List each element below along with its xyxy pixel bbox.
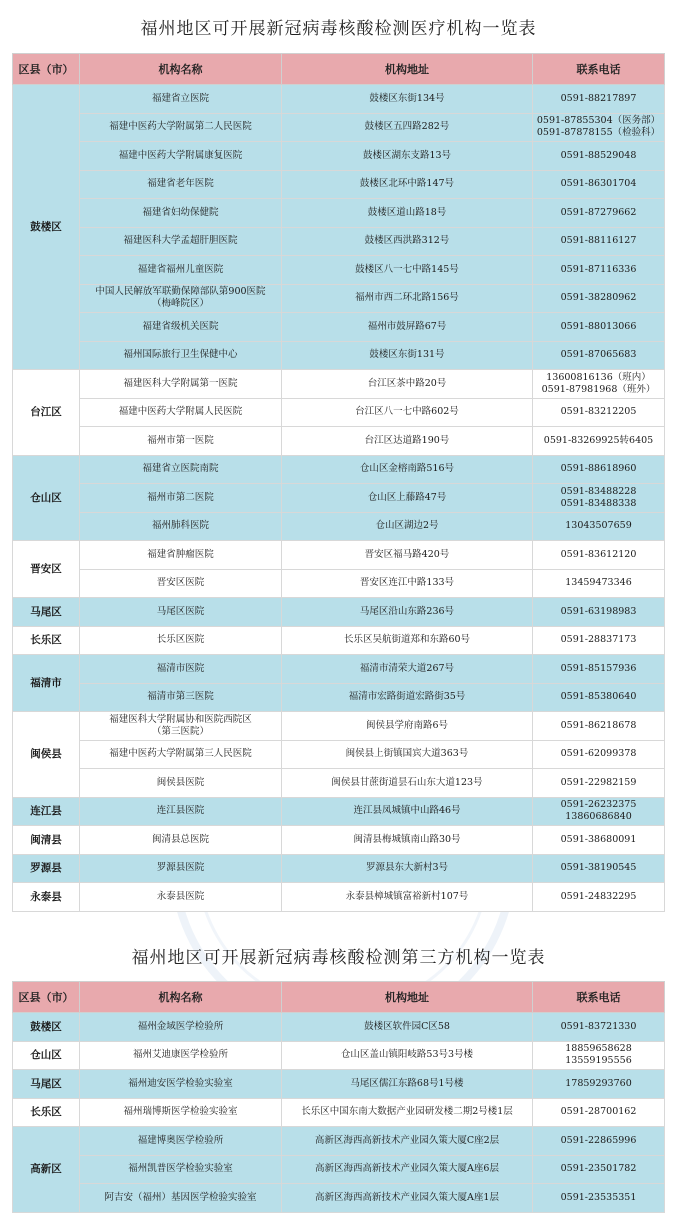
header-address: 机构地址 [282,54,533,85]
name-cell: 福建中医药大学附属康复医院 [80,142,282,171]
phone-cell: 0591-87116336 [533,256,665,285]
phone-cell: 0591-38280962 [533,284,665,313]
address-cell: 长乐区吴航街道郑和东路60号 [282,626,533,655]
header-phone: 联系电话 [533,982,665,1013]
name-cell: 福清市第三医院 [80,683,282,712]
district-cell: 仓山区 [13,455,80,541]
table-row [13,626,665,655]
name-cell: 罗源县医院 [80,854,282,883]
phone-cell: 0591-83612120 [533,541,665,570]
table-row [13,512,665,541]
name-cell: 阿吉安（福州）基因医学检验实验室 [80,1184,282,1213]
phone-cell: 0591-38680091 [533,826,665,855]
address-cell: 福州市鼓屏路67号 [282,313,533,342]
table-row [13,313,665,342]
phone-cell: 0591-86301704 [533,170,665,199]
address-cell: 鼓楼区五四路282号 [282,113,533,142]
district-cell: 闽清县 [13,826,80,855]
district-cell: 鼓楼区 [13,1013,80,1042]
name-cell: 连江县医院 [80,797,282,826]
name-cell: 福建省妇幼保健院 [80,199,282,228]
table-row [13,142,665,171]
address-cell: 罗源县东大新村3号 [282,854,533,883]
phone-cell: 0591-63198983 [533,598,665,627]
name-cell: 福建中医药大学附属人民医院 [80,398,282,427]
table-row [13,427,665,456]
table-row [13,541,665,570]
phone-cell: 0591-87065683 [533,341,665,370]
name-cell: 福建省级机关医院 [80,313,282,342]
table-row [13,370,665,399]
name-cell: 福建省立医院 [80,85,282,114]
phone-cell: 0591-22865996 [533,1127,665,1156]
table-row [13,569,665,598]
phone-cell: 17859293760 [533,1070,665,1099]
table-row [13,826,665,855]
name-cell: 福建省肿瘤医院 [80,541,282,570]
table-row [13,1098,665,1127]
name-cell: 福州瑞博斯医学检验实验室 [80,1098,282,1127]
name-cell: 福州凯普医学检验实验室 [80,1155,282,1184]
name-cell: 福建省立医院南院 [80,455,282,484]
phone-cell: 0591-86218678 [533,712,665,741]
name-cell: 中国人民解放军联勤保障部队第900医院 （梅峰院区） [80,284,282,313]
phone-cell: 0591-24832295 [533,883,665,912]
table-row [13,1127,665,1156]
district-cell: 罗源县 [13,854,80,883]
district-cell: 闽侯县 [13,712,80,798]
address-cell: 鼓楼区湖东支路13号 [282,142,533,171]
phone-cell: 0591-22982159 [533,769,665,798]
table-row [13,1184,665,1213]
phone-cell: 0591-83212205 [533,398,665,427]
phone-cell: 13043507659 [533,512,665,541]
phone-cell: 0591-62099378 [533,740,665,769]
name-cell: 福州国际旅行卫生保健中心 [80,341,282,370]
address-cell: 鼓楼区八一七中路145号 [282,256,533,285]
third-party-table [12,981,665,1213]
name-cell: 福州迪安医学检验实验室 [80,1070,282,1099]
phone-cell: 0591-88529048 [533,142,665,171]
address-cell: 台江区达道路190号 [282,427,533,456]
name-cell: 马尾区医院 [80,598,282,627]
table-row [13,199,665,228]
address-cell: 马尾区沿山东路236号 [282,598,533,627]
table-row [13,1070,665,1099]
table-row [13,1013,665,1042]
name-cell: 长乐区医院 [80,626,282,655]
address-cell: 鼓楼区东街131号 [282,341,533,370]
district-cell: 仓山区 [13,1041,80,1070]
address-cell: 永泰县樟城镇富裕新村107号 [282,883,533,912]
phone-cell: 13459473346 [533,569,665,598]
name-cell: 福建医科大学附属第一医院 [80,370,282,399]
name-cell: 福建中医药大学附属第二人民医院 [80,113,282,142]
address-cell: 仓山区上藤路47号 [282,484,533,513]
address-cell: 仓山区盖山镇阳岐路53号3号楼 [282,1041,533,1070]
header-district: 区县（市） [13,982,80,1013]
address-cell: 高新区海西高新技术产业园久策大厦A座6层 [282,1155,533,1184]
address-cell: 仓山区金榕南路516号 [282,455,533,484]
name-cell: 福建省福州儿童医院 [80,256,282,285]
name-cell: 福州市第一医院 [80,427,282,456]
phone-cell: 0591-87279662 [533,199,665,228]
header-district: 区县（市） [13,54,80,85]
address-cell: 闽侯县甘蔗街道昙石山东大道123号 [282,769,533,798]
phone-cell: 0591-83721330 [533,1013,665,1042]
table-row [13,740,665,769]
page-title-hospitals: 福州地区可开展新冠病毒核酸检测医疗机构一览表 [140,19,537,39]
address-cell: 福清市宏路街道宏路街35号 [282,683,533,712]
address-cell: 连江县凤城镇中山路46号 [282,797,533,826]
hospital-table [12,53,665,912]
table-header-row [13,982,665,1013]
phone-cell: 0591-83488228 0591-83488338 [533,484,665,513]
name-cell: 福建省老年医院 [80,170,282,199]
district-cell: 永泰县 [13,883,80,912]
table-row [13,227,665,256]
name-cell: 福建中医药大学附属第三人民医院 [80,740,282,769]
header-address: 机构地址 [282,982,533,1013]
district-cell: 高新区 [13,1127,80,1213]
name-cell: 闽清县总医院 [80,826,282,855]
table-row [13,854,665,883]
address-cell: 仓山区湖边2号 [282,512,533,541]
phone-cell: 0591-85380640 [533,683,665,712]
phone-cell: 0591-28837173 [533,626,665,655]
table-header-row [13,54,665,85]
address-cell: 闽清县梅城镇南山路30号 [282,826,533,855]
header-name: 机构名称 [80,54,282,85]
name-cell: 福州肺科医院 [80,512,282,541]
header-name: 机构名称 [80,982,282,1013]
address-cell: 马尾区儒江东路68号1号楼 [282,1070,533,1099]
name-cell: 福清市医院 [80,655,282,684]
address-cell: 鼓楼区北环中路147号 [282,170,533,199]
phone-cell: 0591-88618960 [533,455,665,484]
phone-cell: 0591-88116127 [533,227,665,256]
phone-cell: 0591-38190545 [533,854,665,883]
table-row [13,712,665,741]
table-row [13,284,665,313]
table-row [13,598,665,627]
district-cell: 福清市 [13,655,80,712]
table-row [13,341,665,370]
name-cell: 晋安区医院 [80,569,282,598]
phone-cell: 0591-88217897 [533,85,665,114]
address-cell: 台江区茶中路20号 [282,370,533,399]
name-cell: 福建医科大学附属协和医院西院区 （第三医院） [80,712,282,741]
table-row [13,455,665,484]
phone-cell: 0591-83269925转6405 [533,427,665,456]
page-title-third-party: 福州地区可开展新冠病毒核酸检测第三方机构一览表 [131,948,546,968]
table-row [13,883,665,912]
address-cell: 高新区海西高新技术产业园久策大厦A座1层 [282,1184,533,1213]
table-row [13,683,665,712]
table-row [13,769,665,798]
address-cell: 鼓楼区道山路18号 [282,199,533,228]
address-cell: 鼓楼区西洪路312号 [282,227,533,256]
name-cell: 永泰县医院 [80,883,282,912]
district-cell: 鼓楼区 [13,85,80,370]
phone-cell: 0591-23535351 [533,1184,665,1213]
district-cell: 台江区 [13,370,80,456]
phone-cell: 0591-23501782 [533,1155,665,1184]
address-cell: 高新区海西高新技术产业园久策大厦C座2层 [282,1127,533,1156]
address-cell: 闽侯县学府南路6号 [282,712,533,741]
district-cell: 晋安区 [13,541,80,598]
name-cell: 福州金域医学检验所 [80,1013,282,1042]
phone-cell: 18859658628 13559195556 [533,1041,665,1070]
address-cell: 福清市清荣大道267号 [282,655,533,684]
table-row [13,398,665,427]
address-cell: 晋安区连江中路133号 [282,569,533,598]
phone-cell: 0591-87855304（医务部） 0591-87878155（检验科） [533,113,665,142]
name-cell: 福州艾迪康医学检验所 [80,1041,282,1070]
name-cell: 闽侯县医院 [80,769,282,798]
phone-cell: 0591-26232375 13860686840 [533,797,665,826]
name-cell: 福州市第二医院 [80,484,282,513]
name-cell: 福建医科大学孟超肝胆医院 [80,227,282,256]
table-row [13,1155,665,1184]
district-cell: 长乐区 [13,626,80,655]
table-row [13,113,665,142]
district-cell: 连江县 [13,797,80,826]
district-cell: 长乐区 [13,1098,80,1127]
address-cell: 台江区八一七中路602号 [282,398,533,427]
table-row [13,655,665,684]
district-cell: 马尾区 [13,598,80,627]
address-cell: 晋安区福马路420号 [282,541,533,570]
table-row [13,1041,665,1070]
district-cell: 马尾区 [13,1070,80,1099]
table-row [13,484,665,513]
address-cell: 福州市西二环北路156号 [282,284,533,313]
header-phone: 联系电话 [533,54,665,85]
phone-cell: 0591-85157936 [533,655,665,684]
table-row [13,170,665,199]
name-cell: 福建博奥医学检验所 [80,1127,282,1156]
table-row [13,797,665,826]
address-cell: 闽侯县上街镇国宾大道363号 [282,740,533,769]
phone-cell: 0591-28700162 [533,1098,665,1127]
table-row [13,85,665,114]
address-cell: 鼓楼区软件园C区58 [282,1013,533,1042]
phone-cell: 13600816136（班内） 0591-87981968（班外） [533,370,665,399]
table-row [13,256,665,285]
address-cell: 鼓楼区东街134号 [282,85,533,114]
phone-cell: 0591-88013066 [533,313,665,342]
address-cell: 长乐区中国东南大数据产业园研发楼二期2号楼1层 [282,1098,533,1127]
